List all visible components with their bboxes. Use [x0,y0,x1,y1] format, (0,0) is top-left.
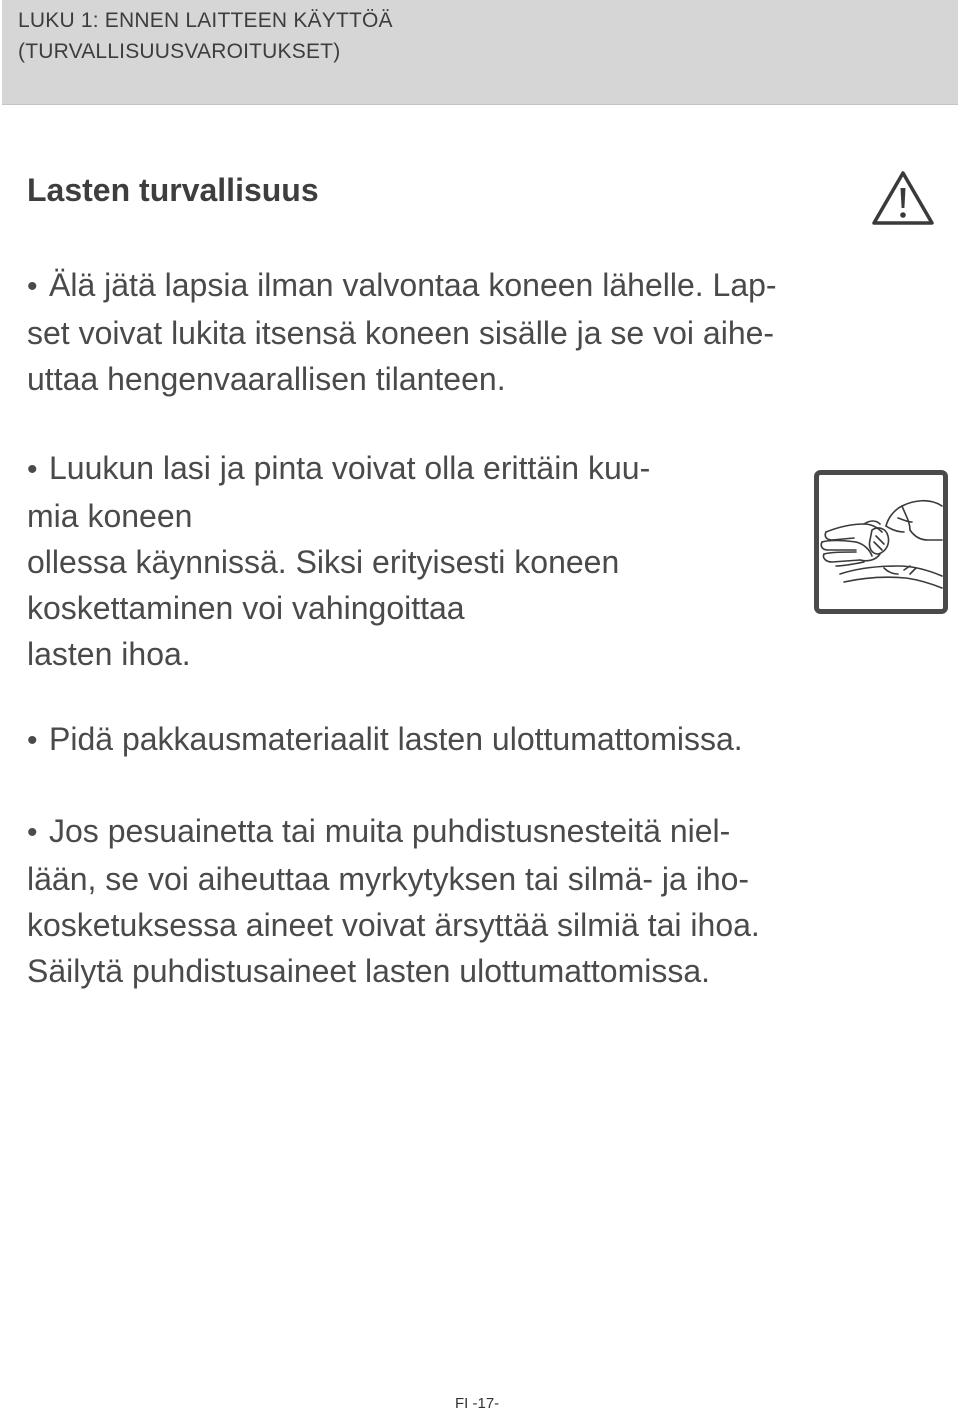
chapter-subtitle: (TURVALLISUUSVAROITUKSET) [18,40,341,63]
paragraph-line: • Jos pesuainetta tai muita puhdistusnesteitä niel- [27,808,760,856]
paragraph-line: koskettaminen voi vahingoittaa [27,590,465,626]
paragraph-line: • Älä jätä lapsia ilman valvontaa koneen lähelle. Lap- [27,262,777,310]
bullet: • [27,453,38,486]
paragraph-line: • Luukun lasi ja pinta voivat olla erittäin kuu- [27,445,650,493]
paragraph-line: mia koneen [27,498,193,534]
paragraph-line: uttaa hengenvaarallisen tilanteen. [27,361,506,397]
chapter-header [2,0,958,105]
paragraph-line: lasten ihoa. [27,636,191,672]
paragraph-child-supervision [27,262,777,402]
section-title: Lasten turvallisuus [27,172,319,208]
paragraph-line: • Pidä pakkausmateriaalit lasten ulottumattomissa. [27,716,743,764]
bullet: • [27,816,38,849]
chapter-title: LUKU 1: ENNEN LAITTEEN KÄYTTÖÄ [18,9,393,32]
paragraph-packaging [27,716,743,764]
paragraph-line: Säilytä puhdistusaineet lasten ulottumattomissa. [27,953,711,989]
bullet: • [27,724,38,757]
paragraph-line: set voivat lukita itsensä koneen sisälle ja se voi aihe- [27,315,775,351]
paragraph-hot-surface [27,445,650,677]
bullet: • [27,270,38,303]
warning-triangle-icon [871,170,935,226]
paragraph-line: kosketuksessa aineet voivat ärsyttää silmiä tai ihoa. [27,907,760,943]
paragraph-detergents [27,808,760,994]
hot-surface-hand-icon [814,470,948,614]
paragraph-line: ollessa käynnissä. Siksi erityisesti koneen [27,544,620,580]
paragraph-line: lään, se voi aiheuttaa myrkytyksen tai silmä- ja iho- [27,861,750,897]
page-number: FI -17- [455,1395,500,1412]
